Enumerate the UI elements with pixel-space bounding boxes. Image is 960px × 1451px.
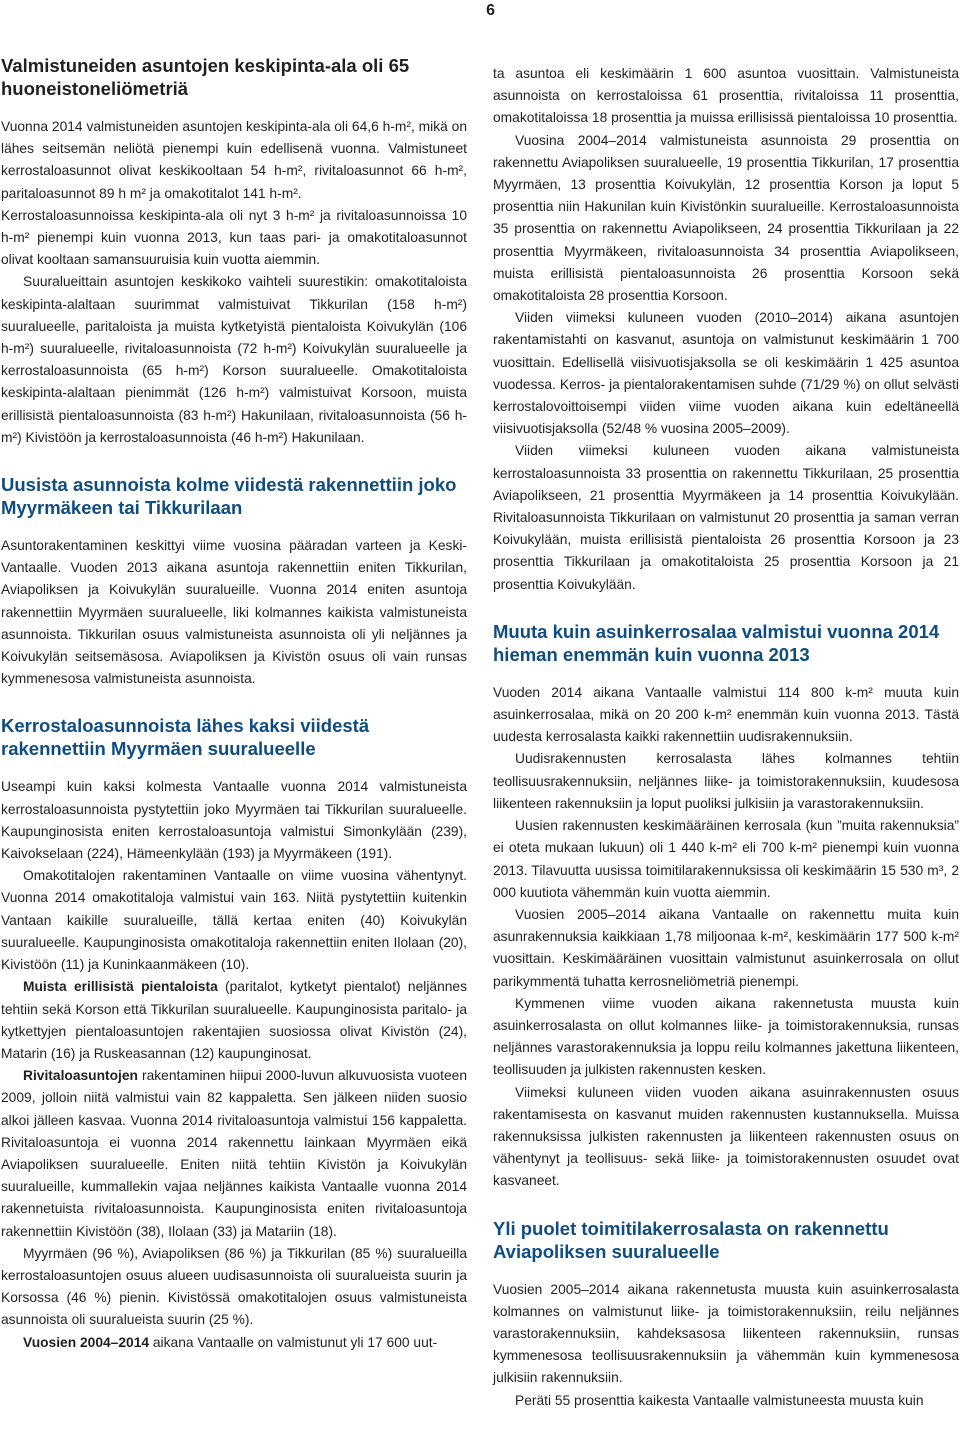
right-column bbox=[493, 63, 959, 1412]
page-header bbox=[0, 0, 960, 24]
paragraph: Uudisrakennusten kerrosalasta lähes kolmannes tehtiin teollisuusrakennuksiin, neljännes liike- ja toimistorakennuksiin, kuudesosa liikenteen rakennuksiin ja loput puoliksi julkisiin ja varastorakennuksiin. bbox=[493, 751, 959, 811]
page-number: 6 bbox=[486, 2, 495, 19]
bold-lead: Muista erillisistä pientaloista bbox=[23, 979, 218, 995]
paragraph: Suuralueittain asuntojen keskikoko vaihteli suurestikin: omakotitaloista keskipinta-alaltaan suurimmat valmistuivat Tikkurilan (158 h-m²) suuralueelle, paritaloista ja muista kytketyistä pientaloista Koivukylän (106 h-m²) suuralueelle, rivitaloasunnoista (72 h-m²) Koivukylän suuralueelle ja kerrostaloasunnoista (65 h-m²) Korson suuralueelle. Omakotitaloista keskipinta-alaltaan pienimmät (126 h-m²) valmistuivat Korsoon, muista erillisistä pientaloasunnoista (83 h-m²) Hakunilaan, rivitaloasunnoista (56 h-m²) Kivistöön ja kerrostaloasunnoista (46 h-m²) Hakunilaan. bbox=[1, 274, 467, 445]
paragraph: Useampi kuin kaksi kolmesta Vantaalle vuonna 2014 valmistuneista kerrostaloasunnoista pystytettiin joko Myyrmäen tai Tikkurilan suuralueelle. Kaupunginosista eniten kerrostaloasuntoja valmistui Simonkylään (239), Kaivokselaan (224), Hämeenkylään (193) ja Myyrmäkeen (191). bbox=[1, 779, 467, 862]
section-heading: Yli puolet toimitilakerrosalasta on rakennettu Aviapoliksen suuralueelle bbox=[493, 1217, 889, 1262]
paragraph bbox=[1, 1065, 467, 1243]
paragraph-text: aikana Vantaalle on valmistunut yli 17 600 uut- bbox=[149, 1334, 438, 1350]
paragraph: Vuonna 2014 valmistuneiden asuntojen keskipinta-ala oli 64,6 h-m², mikä on lähes seitsemän neliötä pienempi kuin edellisenä vuonna. Valmistuneet kerrostaloasunnot olivat keskikooltaan 54 h-m², rivitaloasunnot 66 h-m², paritaloasunnot 89 h m² ja omakotitalot 141 h-m². bbox=[1, 119, 467, 201]
section-heading: Valmistuneiden asuntojen keskipinta-ala oli 65 huoneistoneliömetriä bbox=[1, 55, 410, 99]
paragraph: Vuosien 2005–2014 aikana rakennetusta muusta kuin asuinkerrosalasta kolmannes on valmistunut liike- ja toimistorakennuksiin, reilu neljännes varastorakennuksiin, kahdeksasosa liikenteen rakennuksiin, runsas kymmenesosa teollisuusrakennuksiin ja vähemmän kuin kymmenesosa julkisiin rakennuksiin. bbox=[493, 1281, 959, 1386]
paragraph: Kerrostaloasunnoissa keskipinta-ala oli nyt 3 h-m² ja rivitaloasunnoissa 10 h-m² pienempi kuin vuonna 2013, kun taas pari- ja omakotitaloasunnot olivat kooltaan samansuuruisia kuin vuotta aiemmin. bbox=[1, 207, 467, 268]
paragraph: Uusien rakennusten keskimääräinen kerrosala (kun ”muita rakennuksia” ei oteta mukaan lukuun) oli 1 440 k-m² eli 700 k-m² pienempi kuin vuonna 2013. Tilavuutta uusissa toimitilarakennuksissa oli keskimäärin 15 530 m³, 2 000 kuutiota vähemmän kuin vuotta aiemmin. bbox=[493, 818, 959, 900]
section-heading: Kerrostaloasunnoista lähes kaksi viidestä rakennettiin Myyrmäen suuralueelle bbox=[1, 715, 370, 760]
paragraph: Myyrmäen (96 %), Aviapoliksen (86 %) ja Tikkurilan (85 %) suuralueilla kerrostaloasuntojen osuus alueen uudisasunnoista oli suuralueista suurin ja Korsossa (46 %) pienin. Kivistössä omakotitalojen osuus valmistuneista asunnoista oli suuralueista suurin (25 %). bbox=[1, 1245, 467, 1328]
paragraph: Vuosina 2004–2014 valmistuneista asunnoista 29 prosenttia on rakennettu Aviapoliksen suuralueelle, 19 prosenttia Tikkurilan, 17 prosenttia Myyrmäen, 13 prosenttia Koivukylän, 12 prosenttia Korson ja loput 5 prosenttia niin Hakunilan kuin Kivistönkin suuralueille. Kerrostaloasunnoista 35 prosenttia on rakennettu Aviapolikseen, 24 prosenttia Tikkurilaan ja 22 prosenttia Myyrmäkeen, rivitaloasunnoista 34 prosenttia Aviapolikseen, muista erillisistä pientaloasunnoista 26 prosenttia Korsoon sekä omakotitaloista 28 prosenttia Korsoon. bbox=[493, 132, 959, 304]
bold-lead: Rivitaloasuntojen bbox=[23, 1068, 138, 1084]
paragraph: ta asuntoa eli keskimäärin 1 600 asuntoa vuosittain. Valmistuneista asunnoista on kerrostaloissa 61 prosenttia, rivitaloissa 11 prosenttia, omakotitaloissa 18 prosenttia ja muissa erillisissä pientaloissa 10 prosenttia. bbox=[493, 66, 959, 126]
paragraph-text: rakentaminen hiipui 2000-luvun alkuvuosista vuoteen 2009, jolloin niitä valmistui vain 82 kappaletta. Sen jälkeen niiden suosio alkoi jälleen kasvaa. Vuonna 2014 rivitaloasuntoja valmistui 156 kappaletta. Rivitaloasuntoja ei vuonna 2014 rakennettu lainkaan Myyrmäen eikä Aviapoliksen suuralueelle. Eniten niitä tehtiin Kivistön ja Koivukylän suuralueille, kummallekin vajaa neljännes kaikista Vantaalle vuonna 2014 rakennetuista rivitaloasunnoista. Kaupunginosista eniten rivitaloasuntoja rakennettiin Kivistöön (38), Ilolaan (33) ja Matariin (18). bbox=[1, 1068, 467, 1239]
paragraph bbox=[1, 1332, 467, 1354]
paragraph: Asuntorakentaminen keskittyi viime vuosina pääradan varteen ja Keski-Vantaalle. Vuoden 2013 aikana asuntoja rakennettiin eniten Tikkurilan, Aviapoliksen ja Koivukylän suuralueille. Vuonna 2014 eniten asuntoja rakennettiin Myyrmäen suuralueelle, liki kolmannes kaikista valmistuneista asunnoista. Tikkurilan osuus valmistuneista asunnoista oli yli neljännes ja Koivukylän seitsemäsosa. Aviapoliksen ja Kivistön osuus oli vain runsas kymmenesosa valmistuneista asunnoista. bbox=[1, 538, 467, 687]
paragraph bbox=[1, 976, 467, 1065]
paragraph: Vuosien 2005–2014 aikana Vantaalle on rakennettu muita kuin asunrakennuksia kaikkiaan 1,78 miljoonaa k-m², keskimäärin 177 500 k-m² vuosittain. Keskimääräinen vuosittain valmistunut asuinkerrosala on ollut parikymmentä tuhatta kerrosneliömetriä pienempi. bbox=[493, 906, 959, 989]
paragraph: Kymmenen viime vuoden aikana rakennetusta muusta kuin asuinkerrosalasta on ollut kolmannes liike- ja toimistorakennuksia, runsas neljännes varastorakennuksia ja loppu reilu kolmannes jakettuna liikenteen, teollisuuden ja julkisten rakennusten kesken. bbox=[493, 995, 959, 1078]
paragraph: Viiden viimeksi kuluneen vuoden (2010–2014) aikana asuntojen rakentamistahti on kasvanut, asuntoja on valmistunut keskimäärin 1 700 vuosittain. Edellisellä viisivuotisjaksolla se oli keskimäärin 1 425 asuntoa vuodessa. Kerros- ja pientalorakentamisen suhde (71/29 %) on ollut selvästi kerrostalovoittoisempi viiden viime vuoden aikana kuin edeltäneellä viisivuotisjaksolla (52/48 % vuosina 2005–2009). bbox=[493, 310, 959, 437]
left-column bbox=[1, 54, 467, 1354]
paragraph: Omakotitalojen rakentaminen Vantaalle on viime vuosina vähentynyt. Vuonna 2014 omakotitaloja valmistui vain 163. Niitä pystytettiin kuitenkin Vantaan kaikille suuralueille, tällä kertaa eniten (40) Koivukylän suuralueelle. Kaupunginosista omakotitaloja rakennettiin eniten Ilolaan (20), Kivistöön (11) ja Kuninkaanmäkeen (10). bbox=[1, 868, 467, 973]
section-heading: Muuta kuin asuinkerrosalaa valmistui vuonna 2014 hieman enemmän kuin vuonna 2013 bbox=[493, 620, 940, 665]
paragraph: Viimeksi kuluneen viiden vuoden aikana asuinrakennusten osuus rakentamisesta on kasvanut muiden rakennusten kustannuksella. Muissa rakennuksissa julkisten rakennusten ja liikenteen rakennusten osuus on vähentynyt ja teollisuus- sekä liike- ja toimistorakennusten osuudet ovat kasvaneet. bbox=[493, 1084, 959, 1189]
bold-lead: Vuosien 2004–2014 bbox=[23, 1334, 150, 1350]
paragraph-text: (paritalot, kytketyt pientalot) neljännes tehtiin sekä Korson että Tikkurilan suuralueelle. Kaupunginosista paritalo- ja kytkettyjen pientaloasuntojen rakentajien suosiossa olivat Kivistön (24), Matarin (16) ja Ruskeasannan (12) kaupunginosat. bbox=[1, 979, 467, 1061]
paragraph: Viiden viimeksi kuluneen vuoden aikana valmistuneista kerrostaloasunnoista 33 prosenttia on rakennettu Tikkurilaan, 25 prosenttia Aviapolikseen, 21 prosenttia Myyrmäkeen ja 14 prosenttia Koivukylään. Rivitaloasunnoista Tikkurilaan on valmistunut 20 prosenttia ja saman verran Koivukylään, muista erillisistä pientaloista 26 prosenttia Korsoon ja 23 prosenttia Tikkurilaan ja omakotitaloista 25 prosenttia Korsoon ja 21 prosenttia Koivukylään. bbox=[493, 443, 959, 592]
section-heading: Uusista asunnoista kolme viidestä rakennettiin joko Myyrmäkeen tai Tikkurilaan bbox=[1, 474, 457, 519]
paragraph: Peräti 55 prosenttia kaikesta Vantaalle valmistuneesta muusta kuin bbox=[515, 1392, 924, 1408]
paragraph: Vuoden 2014 aikana Vantaalle valmistui 114 800 k-m² muuta kuin asuinkerrosalaa, mikä on 20 200 k-m² enemmän kuin vuonna 2013. Tästä uudesta kerrosalasta kaikki rakennettiin uudisrakennuksiin. bbox=[493, 684, 959, 745]
